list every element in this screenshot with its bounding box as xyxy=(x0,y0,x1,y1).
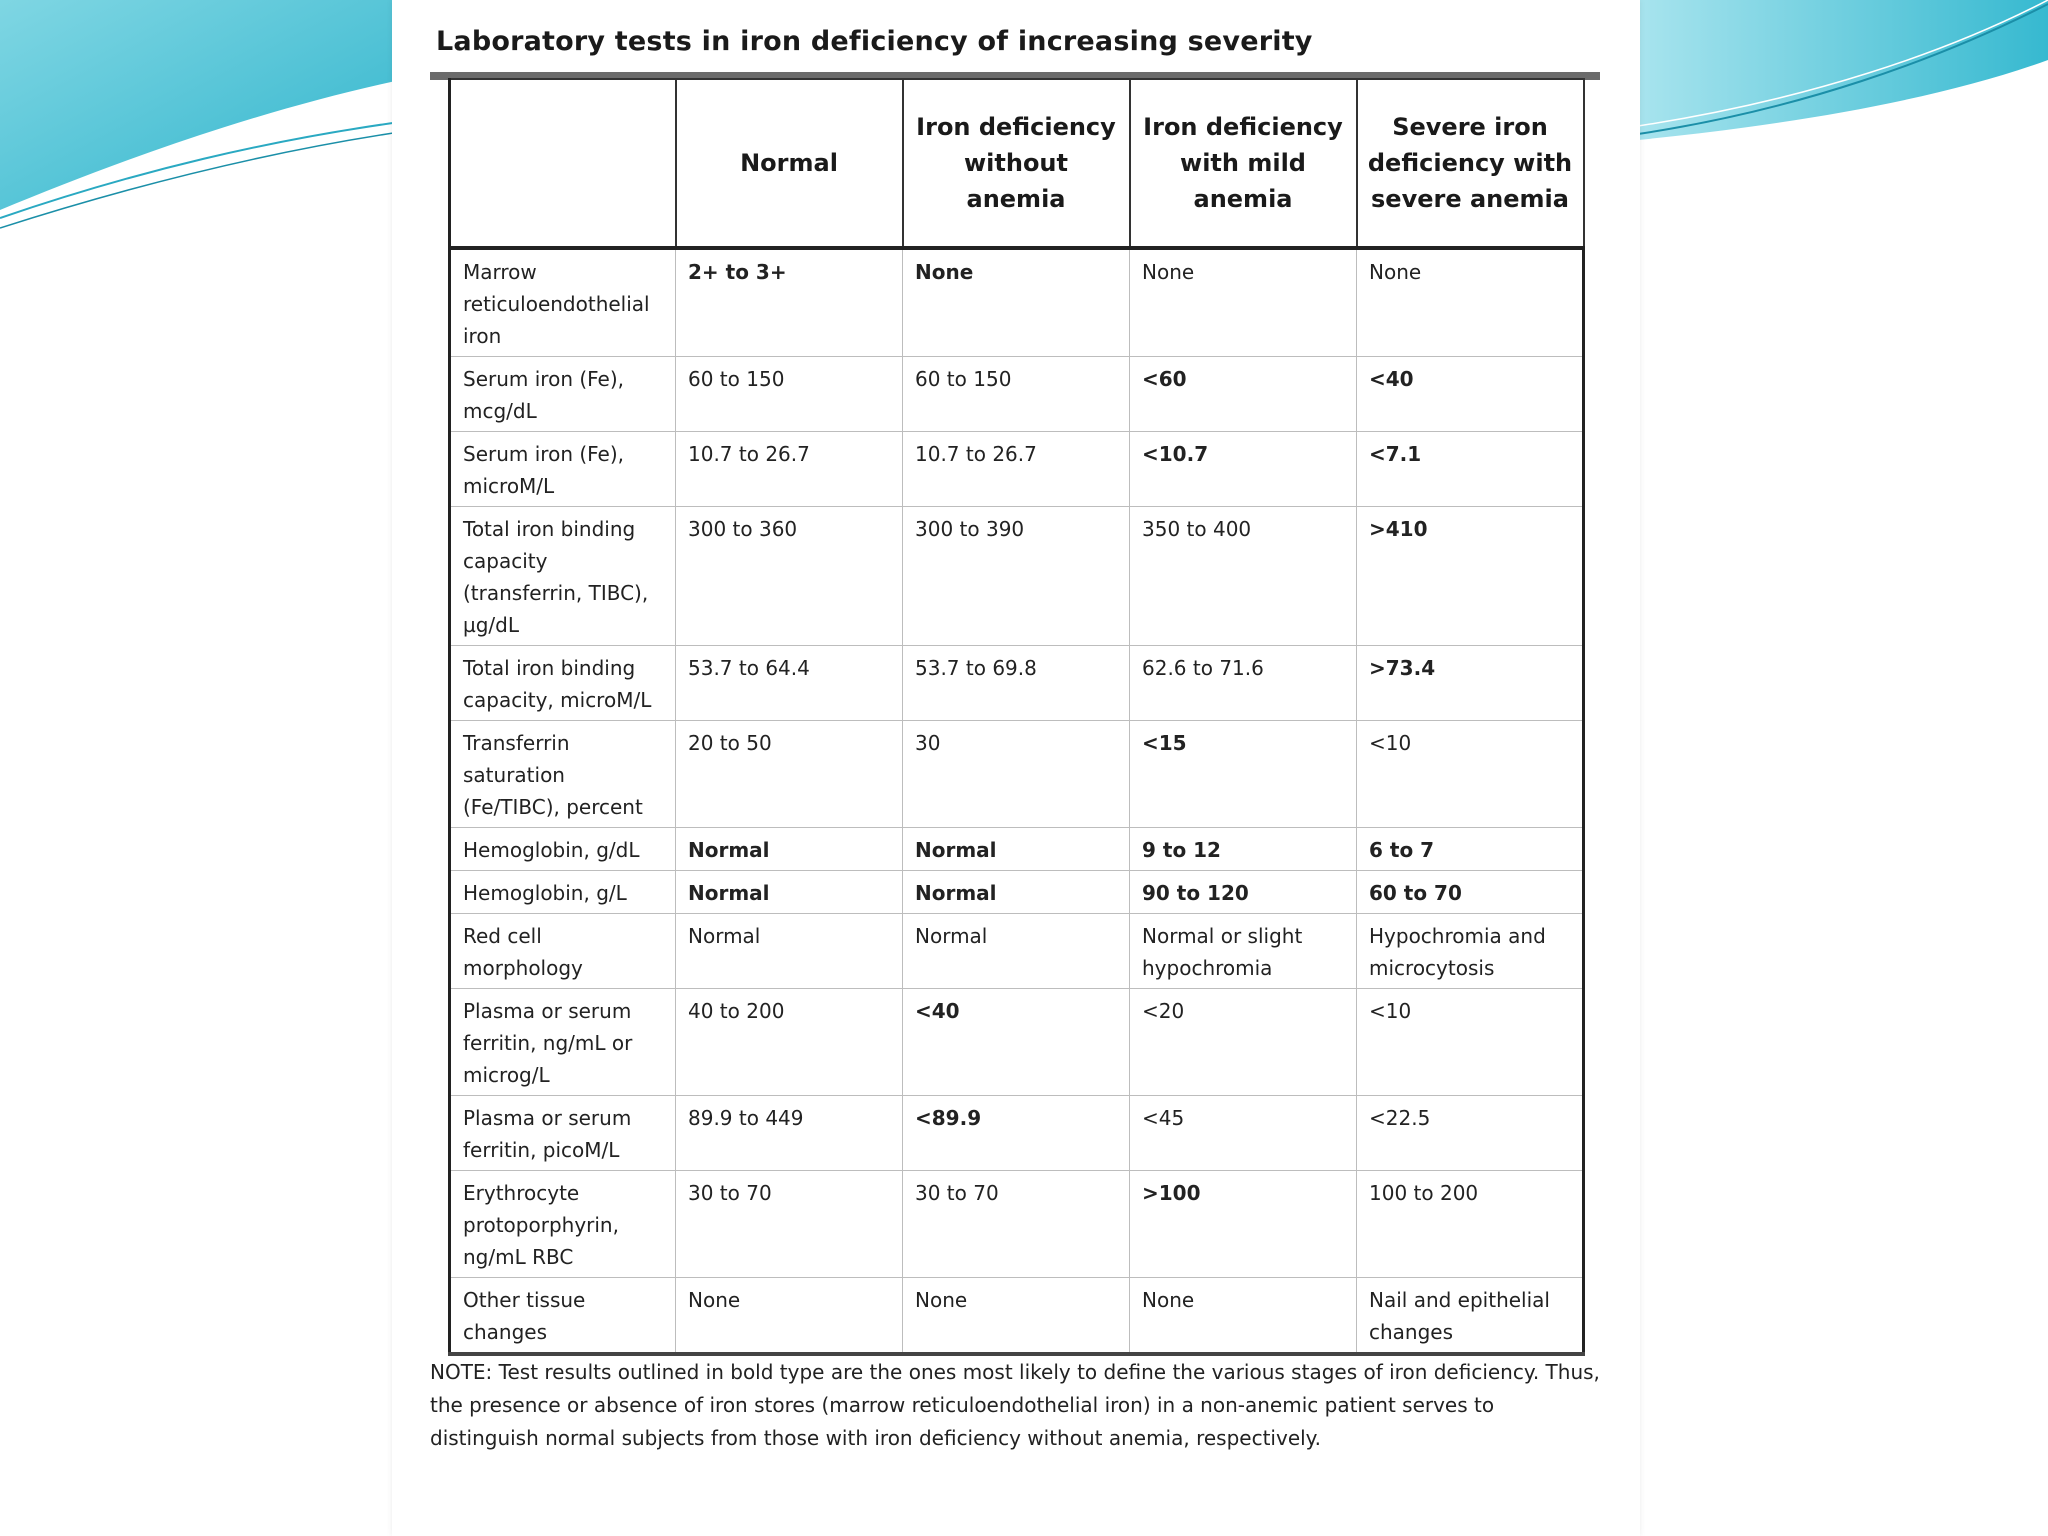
table-cell: 300 to 390 xyxy=(903,507,1130,646)
row-label: Erythrocyte protoporphyrin, ng/mL RBC xyxy=(450,1171,676,1278)
table-cell: None xyxy=(903,1278,1130,1355)
table-row xyxy=(450,871,1584,914)
table-cell: None xyxy=(903,248,1130,357)
header-cell-severe-deficiency: Severe iron deficiency with severe anemia xyxy=(1357,79,1584,248)
table-cell: 6 to 7 xyxy=(1357,828,1584,871)
teal-wave-decoration-right xyxy=(1638,0,2048,160)
table-row xyxy=(450,828,1584,871)
row-label: Plasma or serum ferritin, picoM/L xyxy=(450,1096,676,1171)
table-cell: >410 xyxy=(1357,507,1584,646)
row-label: Hemoglobin, g/L xyxy=(450,871,676,914)
table-cell: <22.5 xyxy=(1357,1096,1584,1171)
table-cell: 10.7 to 26.7 xyxy=(903,432,1130,507)
table-cell: Nail and epithelial changes xyxy=(1357,1278,1584,1355)
row-label: Serum iron (Fe), mcg/dL xyxy=(450,357,676,432)
header-cell-deficiency-no-anemia: Iron deficiency without anemia xyxy=(903,79,1130,248)
table-cell: Hypochromia and microcytosis xyxy=(1357,914,1584,989)
table-cell: <40 xyxy=(903,989,1130,1096)
table-note: NOTE: Test results outlined in bold type are the ones most likely to define the various stages of iron deficiency. Thus, the presence or absence of iron stores (marrow reticuloendothelial iron) in a non-anemic patient serves to distinguish normal subjects from those with iron deficiency without anemia, respectively. xyxy=(430,1360,1600,1450)
lab-tests-table xyxy=(448,78,1585,1356)
table-cell: 60 to 150 xyxy=(676,357,903,432)
row-label: Marrow reticuloendothelial iron xyxy=(450,248,676,357)
table-cell: Normal xyxy=(676,871,903,914)
table-cell: 10.7 to 26.7 xyxy=(676,432,903,507)
table-cell: <89.9 xyxy=(903,1096,1130,1171)
table-cell: 60 to 150 xyxy=(903,357,1130,432)
table-title: Laboratory tests in iron deficiency of increasing severity xyxy=(436,26,1313,57)
table-cell: 2+ to 3+ xyxy=(676,248,903,357)
row-label: Transferrin saturation (Fe/TIBC), percent xyxy=(450,721,676,828)
table-cell: <40 xyxy=(1357,357,1584,432)
table-cell: 53.7 to 64.4 xyxy=(676,646,903,721)
table-cell: 90 to 120 xyxy=(1130,871,1357,914)
table-cell: 89.9 to 449 xyxy=(676,1096,903,1171)
row-label: Other tissue changes xyxy=(450,1278,676,1355)
table-cell: <15 xyxy=(1130,721,1357,828)
table-cell: 20 to 50 xyxy=(676,721,903,828)
table-row xyxy=(450,1096,1584,1171)
table-cell: Normal xyxy=(676,828,903,871)
table-cell: 350 to 400 xyxy=(1130,507,1357,646)
table-cell: 60 to 70 xyxy=(1357,871,1584,914)
table-cell: 30 xyxy=(903,721,1130,828)
table-cell: 40 to 200 xyxy=(676,989,903,1096)
table-row xyxy=(450,1171,1584,1278)
table-row xyxy=(450,721,1584,828)
table-row xyxy=(450,914,1584,989)
table-cell: <20 xyxy=(1130,989,1357,1096)
header-row xyxy=(450,79,1584,248)
table-cell: 62.6 to 71.6 xyxy=(1130,646,1357,721)
table-row xyxy=(450,646,1584,721)
table-cell: 300 to 360 xyxy=(676,507,903,646)
table-cell: 9 to 12 xyxy=(1130,828,1357,871)
row-label: Total iron binding capacity, microM/L xyxy=(450,646,676,721)
table-body xyxy=(450,248,1584,1354)
table-cell: 30 to 70 xyxy=(676,1171,903,1278)
teal-wave-decoration-left xyxy=(0,0,400,240)
table-cell: None xyxy=(1130,248,1357,357)
table-cell: >100 xyxy=(1130,1171,1357,1278)
table-row xyxy=(450,432,1584,507)
table-cell: Normal xyxy=(903,828,1130,871)
table-cell: Normal xyxy=(676,914,903,989)
table-row xyxy=(450,507,1584,646)
table-cell: <45 xyxy=(1130,1096,1357,1171)
table-cell: None xyxy=(676,1278,903,1355)
table-cell: 30 to 70 xyxy=(903,1171,1130,1278)
table-cell: <10 xyxy=(1357,989,1584,1096)
table-cell: Normal or slight hypochromia xyxy=(1130,914,1357,989)
table-row xyxy=(450,248,1584,357)
row-label: Hemoglobin, g/dL xyxy=(450,828,676,871)
table-row xyxy=(450,357,1584,432)
row-label: Total iron binding capacity (transferrin, TIBC), µg/dL xyxy=(450,507,676,646)
document-panel xyxy=(392,0,1640,1536)
header-cell-blank xyxy=(450,79,676,248)
table-cell: <10 xyxy=(1357,721,1584,828)
row-label: Plasma or serum ferritin, ng/mL or microg/L xyxy=(450,989,676,1096)
table-cell: <7.1 xyxy=(1357,432,1584,507)
table-cell: Normal xyxy=(903,871,1130,914)
row-label: Red cell morphology xyxy=(450,914,676,989)
table-cell: None xyxy=(1357,248,1584,357)
table-cell: 53.7 to 69.8 xyxy=(903,646,1130,721)
table-cell: None xyxy=(1130,1278,1357,1355)
row-label: Serum iron (Fe), microM/L xyxy=(450,432,676,507)
table-cell: <60 xyxy=(1130,357,1357,432)
header-cell-deficiency-mild-anemia: Iron deficiency with mild anemia xyxy=(1130,79,1357,248)
header-cell-normal: Normal xyxy=(676,79,903,248)
table-cell: <10.7 xyxy=(1130,432,1357,507)
table-cell: >73.4 xyxy=(1357,646,1584,721)
table-row xyxy=(450,989,1584,1096)
table-row xyxy=(450,1278,1584,1355)
table-cell: Normal xyxy=(903,914,1130,989)
table-cell: 100 to 200 xyxy=(1357,1171,1584,1278)
